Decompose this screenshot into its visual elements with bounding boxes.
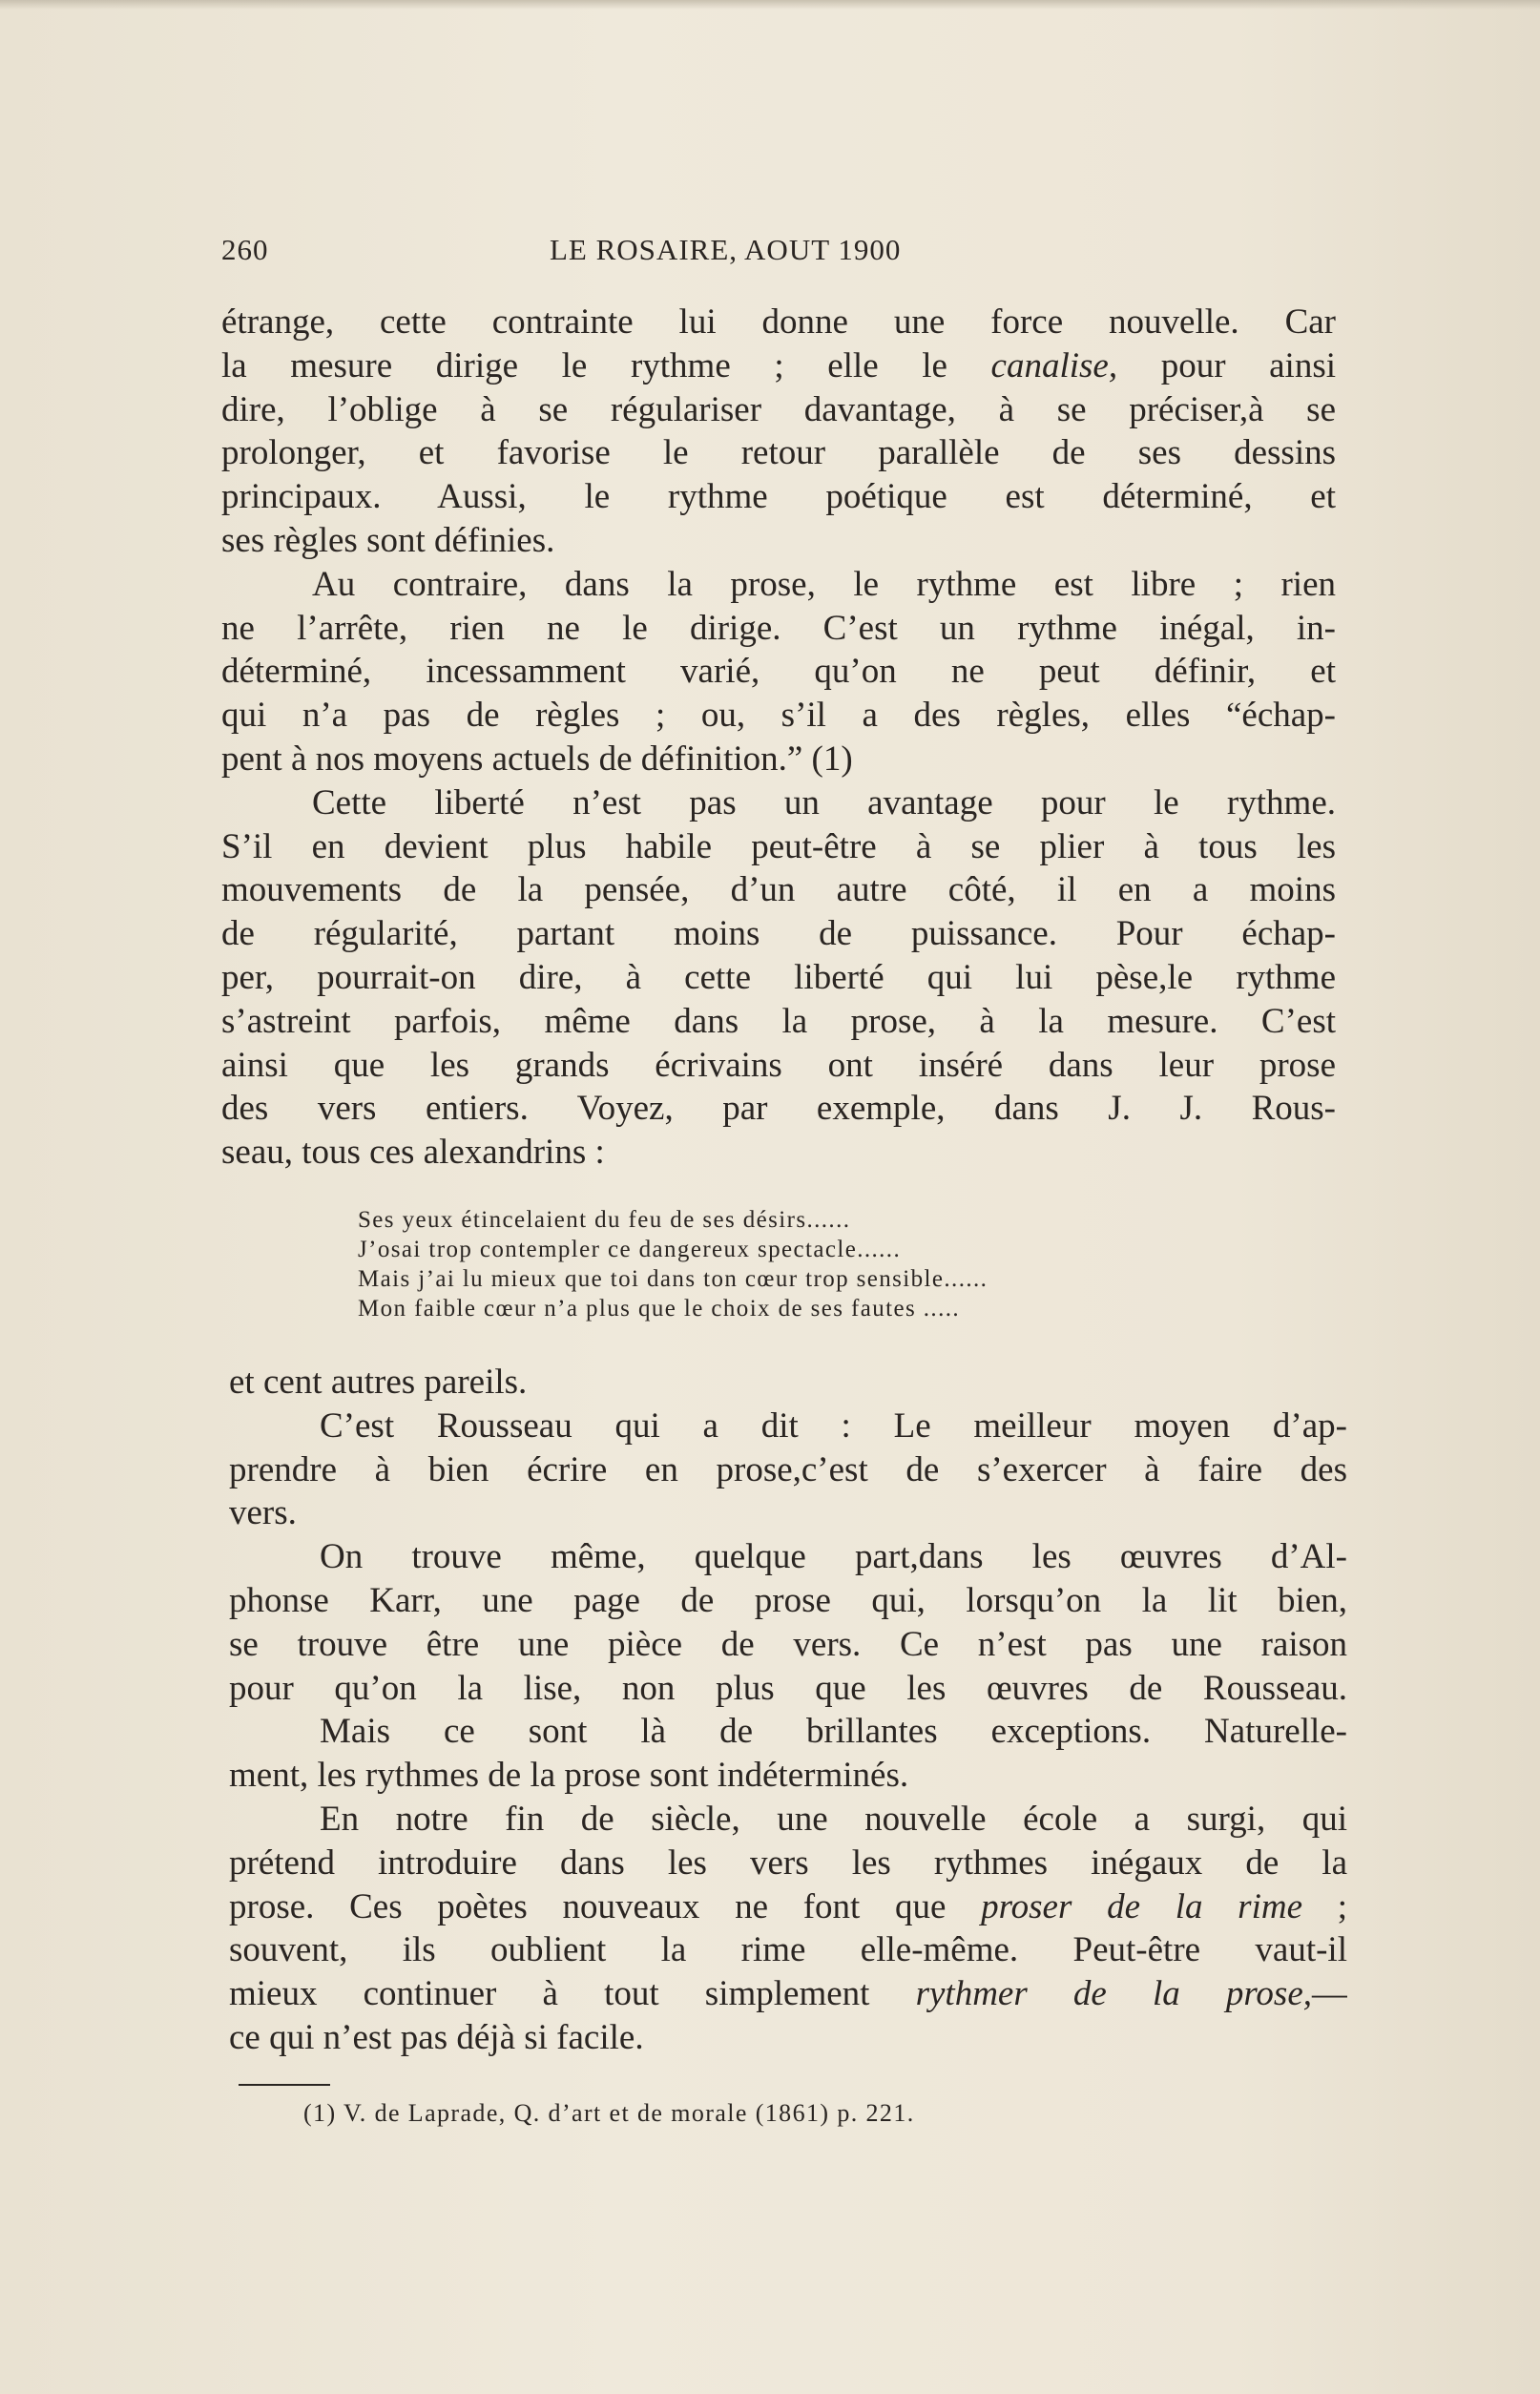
text-line: ce qui n’est pas déjà si facile. (229, 2017, 644, 2057)
italic-phrase: proser de la rime (981, 1886, 1302, 1926)
running-title: LE ROSAIRE, AOUT 1900 (550, 233, 902, 266)
verse-line: Ses yeux étincelaient du feu de ses désirs...... (358, 1207, 851, 1233)
text-line: étrange, cette contrainte lui donne une force nouvelle. Car (221, 302, 1336, 342)
text-line: ainsi que les grands écrivains ont inséré dans leur prose (221, 1045, 1336, 1085)
text-line: ses règles sont définies. (221, 520, 555, 560)
text-line: per, pourrait-on dire, à cette liberté qui lui pèse,le rythme (221, 957, 1336, 997)
text-line: dire, l’oblige à se régulariser davantage, à se préciser,à se (221, 389, 1336, 429)
text-line: de régularité, partant moins de puissance. Pour échap- (221, 914, 1336, 954)
text-line: ne l’arrête, rien ne le dirige. C’est un rythme inégal, in- (221, 608, 1336, 648)
text-line: la mesure dirige le rythme ; elle le canalise, pour ainsi (221, 345, 1336, 385)
verse-quotation (358, 1205, 1217, 1323)
text-line: prétend introduire dans les vers les rythmes inégaux de la (229, 1842, 1347, 1883)
text-line: et cent autres pareils. (229, 1363, 528, 1402)
text-line: qui n’a pas de règles ; ou, s’il a des règles, elles “échap- (221, 696, 1336, 736)
verse-line: Mais j’ai lu mieux que toi dans ton cœur trop sensible...... (358, 1266, 989, 1292)
italic-phrase: rythmer de la prose, (915, 1974, 1312, 2014)
text-line: S’il en devient plus habile peut-être à se plier à tous les (221, 826, 1336, 866)
text-line: seau, tous ces alexandrins : (221, 1133, 605, 1173)
text-line: prolonger, et favorise le retour parallèle de ses dessins (221, 433, 1336, 473)
text-line: pour qu’on la lise, non plus que les œuvres de Rousseau. (229, 1668, 1347, 1708)
text-line: mieux continuer à tout simplement rythmer de la prose,— (229, 1974, 1347, 2014)
verse-line: Mon faible cœur n’a plus que le choix de ses fautes ..... (358, 1296, 961, 1322)
text-line: pent à nos moyens actuels de définition.” (1) (221, 739, 853, 779)
page-top-edge (0, 0, 1540, 10)
text-line: On trouve même, quelque part,dans les œuvres d’Al- (320, 1537, 1347, 1577)
text-line: Cette liberté n’est pas un avantage pour le rythme. (312, 782, 1336, 822)
text-line: Mais ce sont là de brillantes exceptions. Naturelle- (320, 1712, 1347, 1752)
body-text-top (221, 301, 1336, 1175)
text-line: vers. (229, 1493, 297, 1533)
text-line: ment, les rythmes de la prose sont indéterminés. (229, 1756, 909, 1796)
text-line: se trouve être une pièce de vers. Ce n’est pas une raison (229, 1624, 1347, 1664)
text-line: des vers entiers. Voyez, par exemple, dans J. J. Rous- (221, 1089, 1336, 1129)
text-line: Au contraire, dans la prose, le rythme est libre ; rien (312, 564, 1336, 604)
italic-word: canalise, (990, 345, 1118, 385)
page-number: 260 (221, 233, 269, 266)
text-line: mouvements de la pensée, d’un autre côté, il en a moins (221, 870, 1336, 910)
text-line: déterminé, incessamment varié, qu’on ne peut définir, et (221, 652, 1336, 692)
verse-line: J’osai trop contempler ce dangereux spectacle...... (358, 1237, 902, 1262)
text-line: principaux. Aussi, le rythme poétique est déterminé, et (221, 477, 1336, 517)
footnote-rule (239, 2084, 330, 2086)
text-line: s’astreint parfois, même dans la prose, à la mesure. C’est (221, 1001, 1336, 1041)
text-line: phonse Karr, une page de prose qui, lorsqu’on la lit bien, (229, 1580, 1347, 1620)
running-header (221, 233, 981, 271)
body-text-bottom (229, 1361, 1347, 2060)
text-line: prendre à bien écrire en prose,c’est de s’exercer à faire des (229, 1449, 1347, 1489)
text-line: prose. Ces poètes nouveaux ne font que proser de la rime ; (229, 1886, 1347, 1926)
text-line: En notre fin de siècle, une nouvelle école a surgi, qui (320, 1799, 1347, 1839)
text-line: C’est Rousseau qui a dit : Le meilleur moyen d’ap- (320, 1405, 1347, 1446)
footnote: (1) V. de Laprade, Q. d’art et de morale (1861) p. 221. (303, 2099, 915, 2127)
text-line: souvent, ils oublient la rime elle-même. Peut-être vaut-il (229, 1930, 1347, 1970)
